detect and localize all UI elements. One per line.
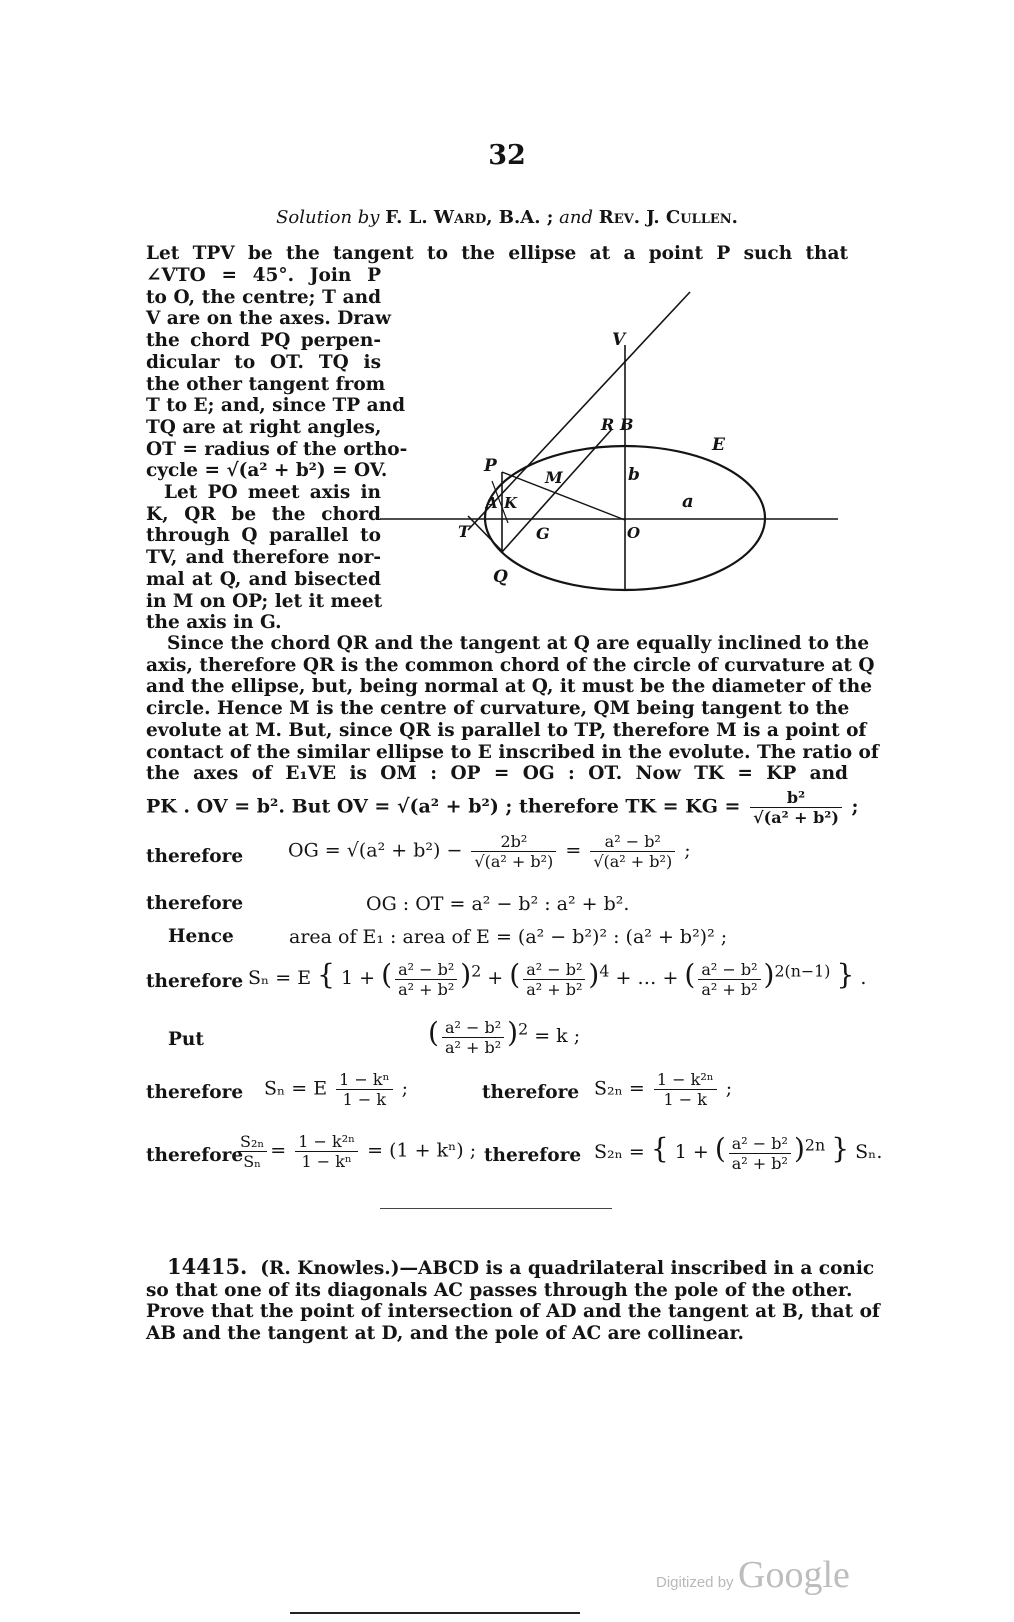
problem-line: Prove that the point of intersection of AD and the tangent at B, that of [146,1301,880,1323]
frac-den: a² + b² [731,1153,788,1173]
eq2-den2: √(a² + b²) [593,852,673,871]
para-line: circle. Hence M is the centre of curvature, QM being tangent to the [146,698,850,720]
eq7-num: 1 − kⁿ [336,1070,392,1090]
eq2-num1: 2b² [471,832,556,852]
eq1-denominator: √(a² + b²) [753,808,839,827]
label-b: b [628,465,640,485]
equation-6 [428,1016,580,1057]
eq7-fraction [336,1070,392,1109]
byline-and: and [559,207,594,228]
label-put: Put [168,1029,204,1050]
chord-qr [502,429,612,552]
intro-line: Let TPV be the tangent to the ellipse at a point P such that [146,243,848,264]
equation-3: OG : OT = a² − b² : a² + b². [366,893,630,915]
frac-den: a² + b² [398,979,455,999]
paren: ) [793,1132,805,1165]
eq7-right: S₂ₙ = [594,1077,645,1100]
eq2-num2: a² − b² [590,832,675,852]
eq1-numerator: b² [750,788,842,808]
column-line: ∠VTO = 45°. Join P [146,265,381,286]
column-line: the axis in G. [146,612,282,634]
para-line: Since the chord QR and the tangent at Q are equally inclined to the [167,633,870,654]
problem-number: 14415. [167,1254,248,1279]
frac-num: a² − b² [698,960,760,980]
paren: ) [507,1016,519,1049]
column-line: the other tangent from [146,373,386,395]
column-line: V are on the axes. Draw [146,308,391,330]
label-hence: Hence [168,926,234,947]
column-line: in M on OP; let it meet [146,590,383,612]
eq8-den2: 1 − kⁿ [301,1152,352,1171]
para-line: evolute at M. But, since QR is parallel to TP, therefore M is a point of [146,719,867,741]
column-line: OT = radius of the ortho- [146,438,408,460]
label-A: A [486,494,498,512]
eq2-fraction-2 [590,832,675,871]
exp: 2(n−1) [774,961,831,981]
problem-line: (R. Knowles.)—ABCD is a quadrilateral inscribed in a conic [260,1258,875,1279]
frac-num: a² − b² [395,960,457,980]
equation-8-right: S₂ₙ = { 1 + ( $\frac{\text{a² − b²}}{\text{a² + b²}}$ )$^{2n}$ } Sₙ. [594,1132,883,1173]
label-M: M [545,468,563,487]
eq8-fraction-2 [295,1132,358,1171]
column-line: to O, the centre; T and [146,286,381,308]
label-E: E [712,435,725,455]
paren: ( [714,1132,726,1165]
label-therefore: therefore [482,1082,580,1103]
semicolon: ; [401,1077,408,1100]
exp: 2 [518,1019,529,1039]
byline-author1: F. L. Ward, B.A. ; [385,207,554,228]
label-therefore: therefore [146,846,244,867]
line-po [502,472,625,520]
frac-den: a² + b² [444,1037,502,1057]
paren: ( [381,958,393,991]
column-line: cycle = √(a² + b²) = OV. [146,460,388,482]
problem-line: AB and the tangent at D, and the pole of AC are collinear. [146,1323,744,1345]
label-Q: Q [493,567,508,587]
eq1-left: PK . OV = b². But OV = √(a² + b²) ; therefore TK = KG = [146,795,741,818]
column-line: the chord PQ perpen- [146,330,381,352]
column-line: T to E; and, since TP and [146,395,406,417]
frac-den: a² + b² [701,979,758,999]
page-number: 32 [488,140,526,171]
para-line: and the ellipse, but, being normal at Q, it must be the diameter of the [146,676,872,698]
side-column-text [146,265,408,634]
eq5-fraction [395,960,457,999]
eq8-den1: Sₙ [243,1152,262,1171]
eq6-fraction [442,1018,504,1057]
eq6-end: = k ; [534,1025,581,1047]
digitized-watermark [656,1553,850,1597]
label-therefore: therefore [146,893,244,914]
problem-line-1 [146,1254,875,1280]
column-line: mal at Q, and bisected [146,568,381,590]
eq5-brace-close: } [836,958,855,991]
label-therefore: therefore [146,1082,244,1103]
brace: } [831,1132,850,1165]
exp: 2n [804,1135,826,1155]
google-logo: Google [738,1554,850,1596]
eq5-fraction [523,960,585,999]
eq5-brace-open: { [317,958,335,991]
eq2-den1: √(a² + b²) [474,852,554,871]
column-line: K, QR be the chord [146,503,381,525]
eq8-end: Sₙ. [855,1141,883,1163]
eq8-right: S₂ₙ = [594,1141,645,1163]
eq7-den: 1 − k [342,1090,387,1109]
label-P: P [484,456,497,476]
para-line: the axes of E₁VE is OM : OP = OG : OT. Now TK = KP and [146,763,848,785]
equation-1 [146,788,859,827]
eq2-equals: = [565,839,582,862]
eq5-fraction [698,960,760,999]
section-divider [380,1208,612,1209]
eq7-den2: 1 − k [663,1090,707,1109]
ellipse-figure [380,280,850,610]
equation-5: Sₙ = E { 1 + ( $\frac{\text{a² − b²}}{\text{a² + b²}}$ )$^2$ + ( $\frac{\text{a² − b²}}{\text{a² + b²}}$ )$^4$ + … + ( $\frac{\text{a² − b²}}{\text{a² + b²}}$ )$^{2(n-1)}$ } . [248,958,867,999]
eq7-num2: 1 − k²ⁿ [654,1070,717,1090]
byline [0,207,1014,228]
eq2-fraction-1 [471,832,556,871]
label-K: K [504,494,518,512]
eq2-left: OG = √(a² + b²) − [288,839,463,862]
frac-num: a² − b² [442,1018,504,1038]
exp: 4 [599,961,610,981]
eq8-fraction-3 [729,1134,791,1173]
label-O: O [627,524,641,542]
byline-solution-by: Solution by [276,207,380,228]
bottom-edge-line [290,1612,580,1614]
paren: ( [428,1016,439,1049]
label-R: R [601,415,615,434]
eq1-end: ; [851,795,859,818]
exp: 2 [471,961,482,981]
label-G: G [536,524,550,543]
frac-num: a² − b² [523,960,585,980]
paren: ) [460,958,472,991]
equation-7-right [594,1070,732,1109]
problem-14415 [146,1254,880,1345]
eq1-fraction [750,788,842,827]
column-line: TV, and therefore nor- [146,547,381,569]
label-a: a [682,491,694,512]
label-V: V [612,330,626,350]
frac-den: a² + b² [526,979,583,999]
main-paragraph [146,633,879,785]
column-line: TQ are at right angles, [146,416,382,438]
paren: ) [588,958,600,991]
paren: ( [684,958,696,991]
eq8-fraction-1 [237,1132,267,1171]
paren: ( [509,958,521,991]
eq7-left: Sₙ = E [264,1077,328,1100]
brace: { [650,1132,669,1165]
eq7-fraction-2 [654,1070,717,1109]
column-line: dicular to OT. TQ is [146,351,381,373]
problem-line: so that one of its diagonals AC passes through the pole of the other. [146,1279,853,1301]
equation-8-left: $\frac{\text{S₂ₙ}}{\text{Sₙ}}$ = $\frac{\text{1 − k²ⁿ}}{\text{1 − kⁿ}}$ = (1 + kⁿ) ; [234,1132,476,1171]
paren: ) [763,958,775,991]
label-therefore: therefore [484,1145,582,1166]
watermark-prefix: Digitized by [656,1574,734,1591]
frac-num: a² − b² [729,1134,791,1154]
label-B: B [620,415,634,434]
label-therefore: therefore [146,971,244,992]
byline-author2: Rev. J. Cullen. [598,207,738,228]
equation-7-left [264,1070,408,1109]
para-line: axis, therefore QR is the common chord of the circle of curvature at Q [146,654,875,676]
column-line: through Q parallel to [146,525,381,547]
eq5-left: Sₙ = E [248,967,312,989]
eq8-num1: S₂ₙ [237,1132,267,1152]
column-line: Let PO meet axis in [164,482,381,504]
eq8-num2: 1 − k²ⁿ [295,1132,358,1152]
semicolon: ; [725,1077,733,1100]
label-therefore: therefore [146,1145,244,1166]
eq8-mid: = (1 + kⁿ) ; [367,1139,477,1162]
equation-2 [288,832,691,871]
eq2-end: ; [684,839,691,862]
label-T: T [458,522,470,541]
para-line: contact of the similar ellipse to E inscribed in the evolute. The ratio of [146,741,879,763]
equation-4: area of E₁ : area of E = (a² − b²)² : (a² + b²)² ; [289,926,728,948]
